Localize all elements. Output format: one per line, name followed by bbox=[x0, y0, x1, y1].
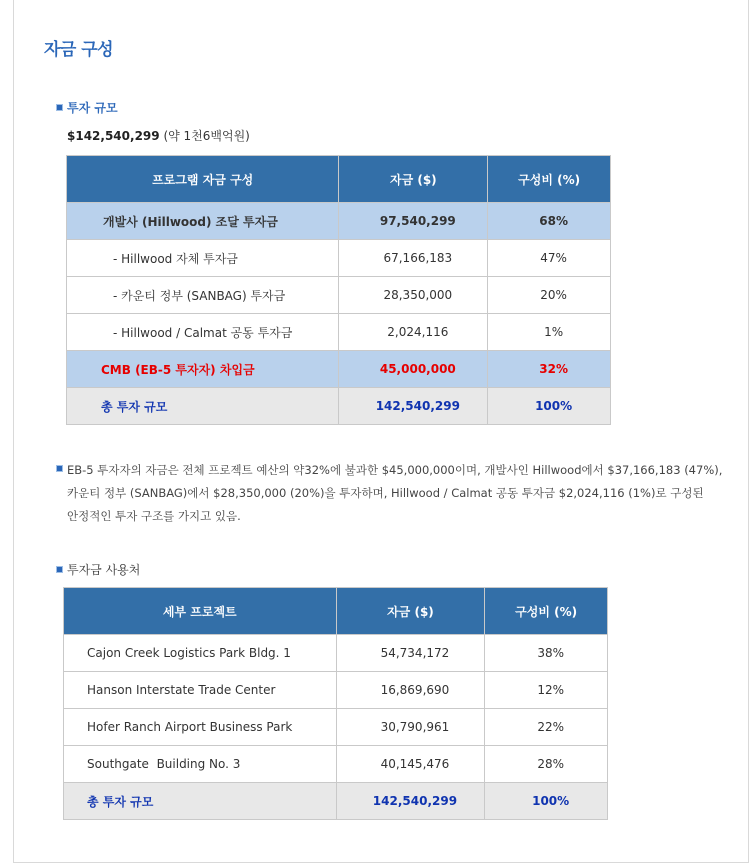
row-label: CMB (EB-5 투자자) 차입금 bbox=[67, 351, 339, 388]
table-row bbox=[64, 672, 608, 709]
row-ratio: 68% bbox=[488, 203, 611, 240]
row-ratio: 12% bbox=[485, 672, 608, 709]
table-row bbox=[67, 240, 611, 277]
row-label: Hofer Ranch Airport Business Park bbox=[64, 709, 337, 746]
bullet-square-icon bbox=[56, 566, 63, 573]
bullet-square-icon bbox=[56, 465, 63, 472]
row-amount: 2,024,116 bbox=[339, 314, 488, 351]
row-amount: 28,350,000 bbox=[339, 277, 488, 314]
row-label: - Hillwood / Calmat 공동 투자금 bbox=[67, 314, 339, 351]
row-amount: 30,790,961 bbox=[336, 709, 485, 746]
row-ratio: 20% bbox=[488, 277, 611, 314]
row-amount: 54,734,172 bbox=[336, 635, 485, 672]
row-label: 개발사 (Hillwood) 조달 투자금 bbox=[67, 203, 339, 240]
row-label: Cajon Creek Logistics Park Bldg. 1 bbox=[64, 635, 337, 672]
table-row-total bbox=[67, 388, 611, 425]
row-amount: 67,166,183 bbox=[339, 240, 488, 277]
funding-composition-table bbox=[66, 155, 611, 425]
total-amount-note: (약 1천6백억원) bbox=[159, 129, 250, 143]
row-ratio: 1% bbox=[488, 314, 611, 351]
row-ratio: 38% bbox=[485, 635, 608, 672]
summary-line: 안정적인 투자 구조를 가지고 있음. bbox=[67, 509, 241, 523]
row-amount: 97,540,299 bbox=[339, 203, 488, 240]
table-header-row bbox=[64, 588, 608, 635]
column-header-ratio: 구성비 (%) bbox=[488, 156, 611, 203]
row-amount: 142,540,299 bbox=[336, 783, 485, 820]
column-header-amount: 자금 ($) bbox=[336, 588, 485, 635]
table-row-total bbox=[64, 783, 608, 820]
row-ratio: 100% bbox=[485, 783, 608, 820]
row-amount: 45,000,000 bbox=[339, 351, 488, 388]
row-label: - 카운티 정부 (SANBAG) 투자금 bbox=[67, 277, 339, 314]
row-amount: 16,869,690 bbox=[336, 672, 485, 709]
summary-line: 카운티 정부 (SANBAG)에서 $28,350,000 (20%)을 투자하며, Hillwood / Calmat 공동 투자금 $2,024,116 (1%)로 구성된 bbox=[67, 486, 704, 500]
row-ratio: 22% bbox=[485, 709, 608, 746]
row-ratio: 28% bbox=[485, 746, 608, 783]
column-header-program: 프로그램 자금 구성 bbox=[67, 156, 339, 203]
fund-usage-table bbox=[63, 587, 608, 820]
column-header-project: 세부 프로젝트 bbox=[64, 588, 337, 635]
row-ratio: 100% bbox=[488, 388, 611, 425]
summary-paragraph bbox=[67, 459, 737, 528]
bullet-square-icon bbox=[56, 104, 63, 111]
table-row bbox=[67, 203, 611, 240]
table-row bbox=[64, 709, 608, 746]
row-ratio: 47% bbox=[488, 240, 611, 277]
table-header-row bbox=[67, 156, 611, 203]
row-amount: 142,540,299 bbox=[339, 388, 488, 425]
row-ratio: 32% bbox=[488, 351, 611, 388]
row-label: Southgate Building No. 3 bbox=[64, 746, 337, 783]
row-label: Hanson Interstate Trade Center bbox=[64, 672, 337, 709]
summary-line: EB-5 투자자의 자금은 전체 프로젝트 예산의 약32%에 불과한 $45,000,000이며, 개발사인 Hillwood에서 $37,166,183 (47%), bbox=[67, 463, 723, 477]
section-heading-investment-scale: 투자 규모 bbox=[67, 101, 118, 115]
table-row bbox=[64, 635, 608, 672]
column-header-amount: 자금 ($) bbox=[339, 156, 488, 203]
row-amount: 40,145,476 bbox=[336, 746, 485, 783]
table-row bbox=[64, 746, 608, 783]
page-title: 자금 구성 bbox=[44, 40, 114, 60]
table-row bbox=[67, 351, 611, 388]
column-header-ratio: 구성비 (%) bbox=[485, 588, 608, 635]
section-heading-fund-usage: 투자금 사용처 bbox=[67, 563, 141, 577]
total-amount bbox=[67, 127, 250, 144]
table-row bbox=[67, 314, 611, 351]
row-label: - Hillwood 자체 투자금 bbox=[67, 240, 339, 277]
total-amount-value: $142,540,299 bbox=[67, 129, 160, 143]
row-label: 총 투자 규모 bbox=[67, 388, 339, 425]
row-label: 총 투자 규모 bbox=[64, 783, 337, 820]
table-row bbox=[67, 277, 611, 314]
